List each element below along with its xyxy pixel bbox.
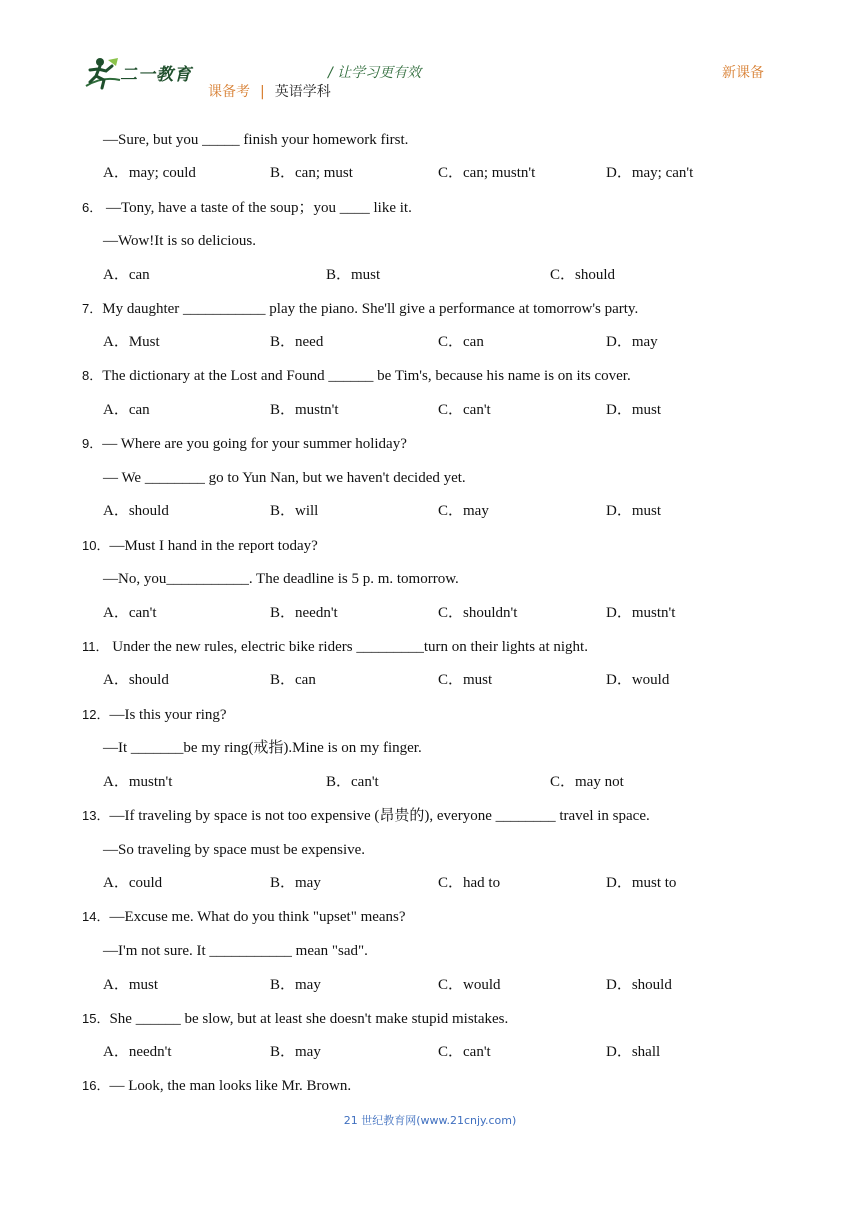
answer-option: A．can't bbox=[103, 605, 157, 621]
subject-separator: | bbox=[260, 84, 265, 100]
question-line bbox=[103, 841, 365, 859]
question-line bbox=[82, 1010, 508, 1028]
answer-option: C．may not bbox=[550, 774, 624, 790]
answer-option: B．can bbox=[270, 672, 316, 688]
answer-option: D．should bbox=[606, 977, 672, 993]
question-number: 10． bbox=[82, 538, 110, 553]
question-number: 12． bbox=[82, 707, 110, 722]
answer-option: D．mustn't bbox=[606, 605, 676, 621]
question-line bbox=[82, 367, 631, 385]
answer-option: A．can bbox=[103, 402, 150, 418]
page-footer: 21 世纪教育网(www.21cnjy.com) bbox=[343, 1114, 517, 1127]
question-number: 13． bbox=[82, 808, 110, 823]
question-line bbox=[103, 131, 408, 149]
question-number: 7． bbox=[82, 301, 103, 316]
question-line bbox=[103, 232, 256, 250]
question-text: The dictionary at the Lost and Found ______ be Tim's, because his name is on its cover. bbox=[102, 368, 631, 384]
answer-option: C．had to bbox=[438, 875, 501, 891]
answer-option: B．mustn't bbox=[270, 402, 339, 418]
question-text: —Wow!It is so delicious. bbox=[103, 233, 256, 249]
question-line bbox=[82, 300, 638, 318]
question-number: 14． bbox=[82, 909, 110, 924]
question-text: —So traveling by space must be expensive. bbox=[103, 842, 366, 858]
question-line bbox=[82, 199, 412, 217]
question-line bbox=[103, 570, 459, 588]
question-text: She ______ be slow, but at least she doesn't make stupid mistakes. bbox=[109, 1011, 509, 1027]
question-text: —Is this your ring? bbox=[109, 707, 227, 723]
answer-option: D．must to bbox=[606, 875, 677, 891]
question-text: —It _______be my ring(戒指).Mine is on my finger. bbox=[103, 740, 422, 756]
answer-option: A．should bbox=[103, 503, 169, 519]
answer-option: C．should bbox=[550, 267, 616, 283]
question-line bbox=[82, 807, 650, 825]
question-line bbox=[82, 908, 406, 926]
question-number: 9． bbox=[82, 436, 103, 451]
answer-option: B．will bbox=[270, 503, 319, 519]
answer-option: A．could bbox=[103, 875, 163, 891]
question-text: — Look, the man looks like Mr. Brown. bbox=[109, 1078, 352, 1094]
runner-logo-icon bbox=[82, 56, 122, 90]
question-text: —Sure, but you _____ finish your homework first. bbox=[103, 132, 409, 148]
question-number: 8． bbox=[82, 368, 103, 383]
answer-option: D．may; can't bbox=[606, 165, 694, 181]
header-tag: 新课备 bbox=[722, 65, 764, 81]
question-line bbox=[103, 739, 422, 757]
answer-option: B．may bbox=[270, 875, 321, 891]
question-line bbox=[82, 1077, 351, 1095]
answer-option: C．can't bbox=[438, 1044, 491, 1060]
logo-text: 二一教育 bbox=[120, 65, 192, 85]
logo bbox=[82, 56, 192, 90]
answer-option: C．shouldn't bbox=[438, 605, 518, 621]
answer-option: A．may; could bbox=[103, 165, 196, 181]
answer-option: D．would bbox=[606, 672, 670, 688]
answer-option: C．would bbox=[438, 977, 501, 993]
question-text: —No, you___________. The deadline is 5 p. m. tomorrow. bbox=[103, 571, 459, 587]
answer-option: D．shall bbox=[606, 1044, 661, 1060]
question-line bbox=[82, 435, 407, 453]
answer-option: D．must bbox=[606, 402, 662, 418]
question-text: My daughter ___________ play the piano. She'll give a performance at tomorrow's party. bbox=[102, 301, 639, 317]
answer-option: B．must bbox=[326, 267, 381, 283]
subject-right: 英语学科 bbox=[274, 84, 331, 100]
answer-option: A．can bbox=[103, 267, 150, 283]
question-number: 15． bbox=[82, 1011, 110, 1026]
answer-option: B．may bbox=[270, 977, 321, 993]
question-line bbox=[103, 942, 368, 960]
answer-option: B．may bbox=[270, 1044, 321, 1060]
answer-option: B．needn't bbox=[270, 605, 338, 621]
question-text: — We ________ go to Yun Nan, but we haven't decided yet. bbox=[103, 470, 466, 486]
answer-option: A．must bbox=[103, 977, 159, 993]
subject-left: 课备考 bbox=[208, 84, 250, 100]
question-text: —Must I hand in the report today? bbox=[109, 538, 318, 554]
answer-option: A．Must bbox=[103, 334, 160, 350]
answer-option: C．may bbox=[438, 503, 489, 519]
page-header bbox=[0, 0, 860, 110]
subject-label bbox=[208, 81, 331, 101]
question-text: —If traveling by space is not too expensive (昂贵的), everyone ________ travel in space. bbox=[109, 808, 650, 824]
question-line bbox=[103, 469, 466, 487]
question-text: —I'm not sure. It ___________ mean "sad". bbox=[103, 943, 368, 959]
question-line bbox=[82, 638, 588, 656]
answer-option: A．mustn't bbox=[103, 774, 173, 790]
answer-option: C．must bbox=[438, 672, 493, 688]
question-line bbox=[82, 706, 227, 724]
answer-option: C．can't bbox=[438, 402, 491, 418]
question-line bbox=[82, 537, 318, 555]
question-text: —Excuse me. What do you think "upset" means? bbox=[109, 909, 406, 925]
question-number: 16． bbox=[82, 1078, 110, 1093]
answer-option: A．should bbox=[103, 672, 169, 688]
question-text: — Where are you going for your summer holiday? bbox=[102, 436, 407, 452]
answer-option: B．can't bbox=[326, 774, 379, 790]
answer-option: D．must bbox=[606, 503, 662, 519]
answer-option: C．can bbox=[438, 334, 484, 350]
question-number: 6． bbox=[82, 200, 103, 215]
answer-option: A．needn't bbox=[103, 1044, 172, 1060]
answer-option: C．can; mustn't bbox=[438, 165, 536, 181]
slogan: / 让学习更有效 bbox=[328, 65, 422, 81]
question-number: 11． bbox=[82, 639, 109, 654]
question-text: Under the new rules, electric bike riders _________turn on their lights at night. bbox=[108, 639, 588, 655]
answer-option: D．may bbox=[606, 334, 658, 350]
answer-option: B．can; must bbox=[270, 165, 353, 181]
answer-option: B．need bbox=[270, 334, 324, 350]
question-text: —Tony, have a taste of the soup；you ____ like it. bbox=[102, 200, 412, 216]
